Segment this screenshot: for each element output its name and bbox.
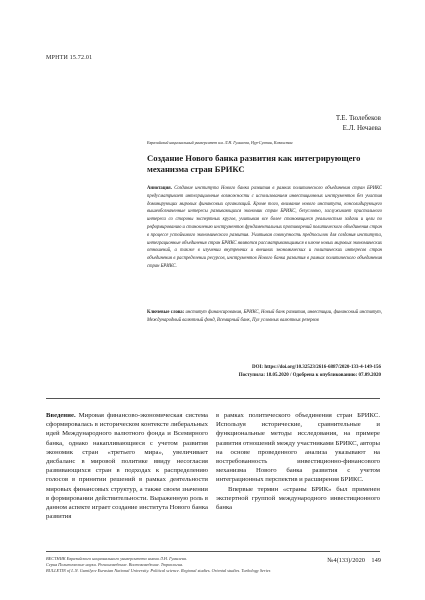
keywords-label: Ключевые слова:	[147, 310, 185, 315]
doi-link[interactable]: DOI: https://doi.org/10.32523/2616-6887/2020-133-4-149-156	[251, 365, 381, 370]
page-number: 149	[371, 557, 381, 564]
doi-block	[146, 364, 381, 380]
affiliation: Евразийский национальный университет им. Л.Н. Гумилева, Нур-Султан, Казахстан	[147, 140, 293, 145]
abstract-label: Аннотация.	[147, 186, 172, 191]
keywords	[147, 309, 382, 325]
article-title: Создание Нового банка развития как интегрирующего механизма стран БРИКС	[147, 153, 361, 174]
mrnti-code: МРНТИ 15.72.01	[46, 55, 93, 61]
body-right-p1: в рамках политического объединения стран БРИКС. Используя исторические, сравнительные и функциональные методы исследования, на примере развития отношений между участниками БРИКС, авторы на основе проведенного анализа указывают на востребованность инвестиционно-финансового механизма Нового банка развития с учетом интеграционных перспектив и расширения БРИКС.	[216, 412, 380, 484]
journal-footer	[46, 556, 306, 574]
issue-number: №4(133)/2020	[327, 557, 365, 564]
footer-line-2: Серия Политические науки. Регионоведение. Востоковедение. Тюркология.	[46, 562, 184, 567]
footer-line	[46, 551, 380, 552]
footer-line-1: ВЕСТНИК Евразийского национального университета имени Л.Н. Гумилева.	[46, 556, 187, 561]
author-1: Т.Е. Тюлебеков	[335, 114, 381, 122]
body-column-left	[46, 411, 208, 521]
abstract	[147, 185, 382, 271]
author-2: Е.Л. Нечаева	[342, 123, 381, 132]
footer-line-3: BULLETIN of L.N. Gumilyov Eurasian National University. Political science. Regional studies. Oriental studies. Turkology Series	[46, 568, 271, 573]
body-left-text: Мировая финансово-экономическая система сформировалась в историческом контексте либеральных идей Международного валютного фонда и Всемирного банка, однако накапливающиеся с учетом развития экономик стран «третьего мира», увеличивает дисбаланс в мировой политике ввиду несогласия развивающихся стран в подходах к распределению голосов в принятии решений в рамках деятельности мировых финансовых структур, а также своем значении в формировании действительности. Выраженную роль в данном аспекте играет создание института Нового банка развития	[46, 412, 208, 521]
intro-label: Введение.	[46, 412, 76, 419]
body-column-right	[216, 411, 380, 512]
separator-line	[46, 398, 380, 399]
dates: Поступила: 18.05.2020 / Одобрена к опубликованию: 07.09.2020	[238, 373, 381, 378]
keywords-text: институт финансирования, БРИКС, Новый банк развития, инвестиции, финансовый институт, Международный валютный фонд, Всемирный банк, Пул условных валютных резервов	[147, 310, 382, 323]
abstract-text: Создание института Нового банка развития в рамках политического объединения стран БРИКС предусматривает интеграционные возможности с использованием инвестиционных инструментов без участия доминирующих мировых финансовых организаций. Кроме того, внимание нового института, консолидирующего вышеобозначенные интересы развивающихся экономик стран БРИКС, безусловно, заслуживает пристального интереса со стороны экспертных кругов, учитывая все более становящиеся реальностью задачи и цели по реформированию и становлению инструментов фундаментальных противоречий политического объединения стран в процессе устойчивого экономического развития. Учитывая совокупность предпосылок для создания института, интеграционные объединения стран БРИКС являются рассматривающимися в ключе новых мировых экономических отношений, а также в изучении внутренних и внешних экономических и политических интересов стран объединения в распределении ресурсов, инструментов Нового банка развития в рамках политического объединения стран БРИКС.	[147, 186, 383, 269]
authors-block	[336, 114, 381, 133]
body-right-p2: Впервые термин «страны БРИК» был применен экспертной группой международного инвестиционного банка	[216, 485, 380, 512]
